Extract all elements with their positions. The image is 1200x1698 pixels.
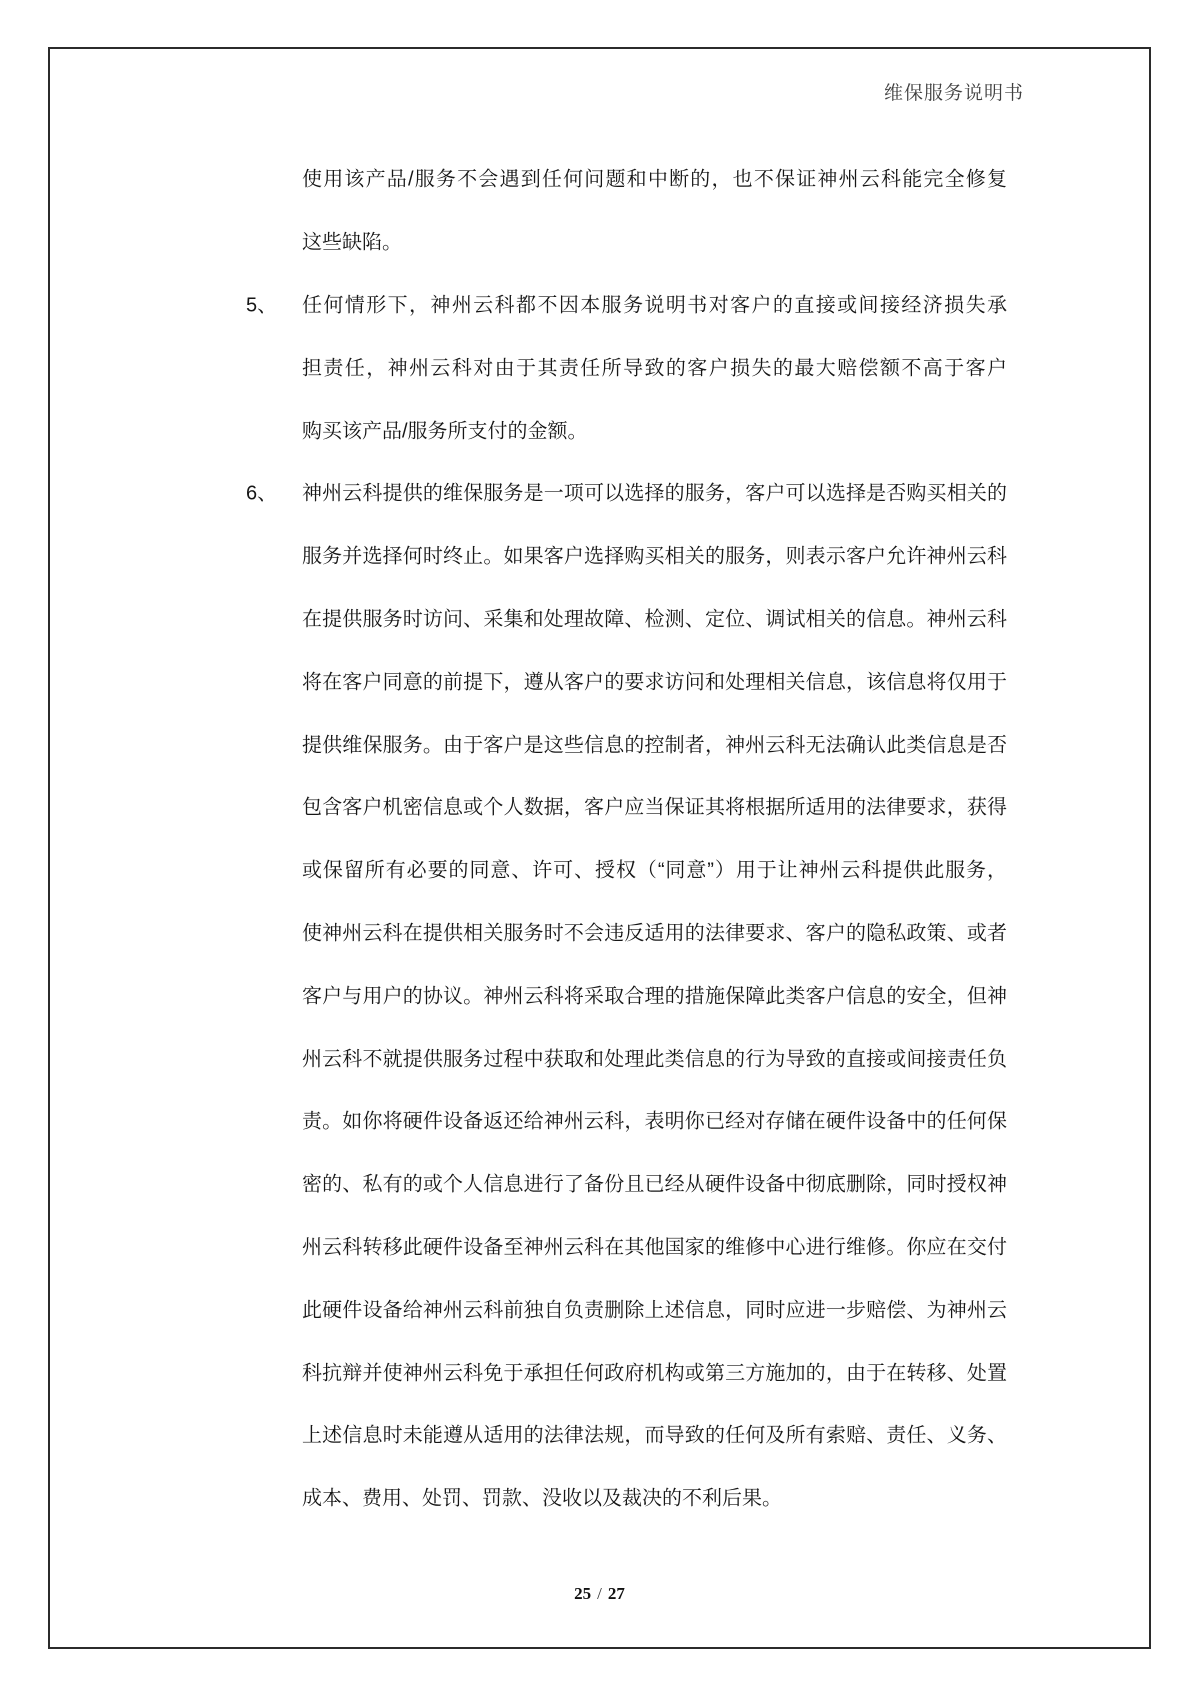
text-line xyxy=(246,711,1016,774)
text-line-content: 担责任，神州云科对由于其责任所导致的客户损失的最大赔偿额不高于客户 xyxy=(302,357,1007,380)
text-line xyxy=(246,586,1016,649)
text-line-content: 任何情形下，神州云科都不因本服务说明书对客户的直接或间接经济损失承 xyxy=(302,294,1007,317)
text-line xyxy=(246,837,1016,900)
text-line xyxy=(246,1025,1016,1088)
text-line-content: 或保留所有必要的同意、许可、授权（“同意”）用于让神州云科提供此服务， xyxy=(302,859,1007,882)
text-line xyxy=(246,334,1016,397)
document-body xyxy=(246,146,1016,1528)
text-line-content: 州云科不就提供服务过程中获取和处理此类信息的行为导致的直接或间接责任负 xyxy=(302,1048,1007,1071)
text-line xyxy=(246,209,1016,272)
text-line xyxy=(246,1276,1016,1339)
list-item-number: 5、 xyxy=(246,294,278,317)
page-border-frame xyxy=(48,47,1151,1649)
text-line xyxy=(246,1151,1016,1214)
text-line xyxy=(246,1339,1016,1402)
text-line-content: 购买该产品/服务所支付的金额。 xyxy=(302,420,588,443)
list-item-line xyxy=(246,272,1016,335)
text-line-content: 责。如你将硬件设备返还给神州云科，表明你已经对存储在硬件设备中的任何保 xyxy=(302,1110,1007,1133)
page-footer xyxy=(50,1584,1149,1604)
text-line xyxy=(246,1402,1016,1465)
text-line-content: 将在客户同意的前提下，遵从客户的要求访问和处理相关信息，该信息将仅用于 xyxy=(302,671,1007,694)
page-header-title: 维保服务说明书 xyxy=(884,83,1025,104)
list-item-line xyxy=(246,460,1016,523)
text-line xyxy=(246,1465,1016,1528)
text-line xyxy=(246,1088,1016,1151)
text-line-content: 上述信息时未能遵从适用的法律法规，而导致的任何及所有索赔、责任、义务、 xyxy=(302,1424,1007,1447)
text-line xyxy=(246,648,1016,711)
text-line-content: 这些缺陷。 xyxy=(302,231,402,254)
text-line-content: 在提供服务时访问、采集和处理故障、检测、定位、调试相关的信息。神州云科 xyxy=(302,608,1007,631)
text-line-content: 成本、费用、处罚、罚款、没收以及裁决的不利后果。 xyxy=(302,1487,782,1510)
text-line-content: 科抗辩并使神州云科免于承担任何政府机构或第三方施加的，由于在转移、处置 xyxy=(302,1362,1007,1385)
text-line xyxy=(246,774,1016,837)
footer-page-total: 27 xyxy=(607,1584,625,1603)
text-line xyxy=(246,146,1016,209)
text-line xyxy=(246,523,1016,586)
footer-page-separator: / xyxy=(597,1584,602,1603)
text-line xyxy=(246,1214,1016,1277)
text-line-content: 使用该产品/服务不会遇到任何问题和中断的，也不保证神州云科能完全修复 xyxy=(302,168,1007,191)
list-item-number: 6、 xyxy=(246,482,278,505)
text-line xyxy=(246,397,1016,460)
text-line-content: 客户与用户的协议。神州云科将采取合理的措施保障此类客户信息的安全，但神 xyxy=(302,985,1007,1008)
text-line-content: 包含客户机密信息或个人数据，客户应当保证其将根据所适用的法律要求，获得 xyxy=(302,796,1007,819)
footer-page-current: 25 xyxy=(574,1584,592,1603)
text-line-content: 神州云科提供的维保服务是一项可以选择的服务，客户可以选择是否购买相关的 xyxy=(302,482,1007,505)
text-line-content: 使神州云科在提供相关服务时不会违反适用的法律要求、客户的隐私政策、或者 xyxy=(302,922,1007,945)
text-line-content: 此硬件设备给神州云科前独自负责删除上述信息，同时应进一步赔偿、为神州云 xyxy=(302,1299,1007,1322)
text-line-content: 服务并选择何时终止。如果客户选择购买相关的服务，则表示客户允许神州云科 xyxy=(302,545,1007,568)
text-line-content: 州云科转移此硬件设备至神州云科在其他国家的维修中心进行维修。你应在交付 xyxy=(302,1236,1007,1259)
text-line xyxy=(246,962,1016,1025)
text-line-content: 密的、私有的或个人信息进行了备份且已经从硬件设备中彻底删除，同时授权神 xyxy=(302,1173,1007,1196)
text-line xyxy=(246,900,1016,963)
text-line-content: 提供维保服务。由于客户是这些信息的控制者，神州云科无法确认此类信息是否 xyxy=(302,734,1007,757)
